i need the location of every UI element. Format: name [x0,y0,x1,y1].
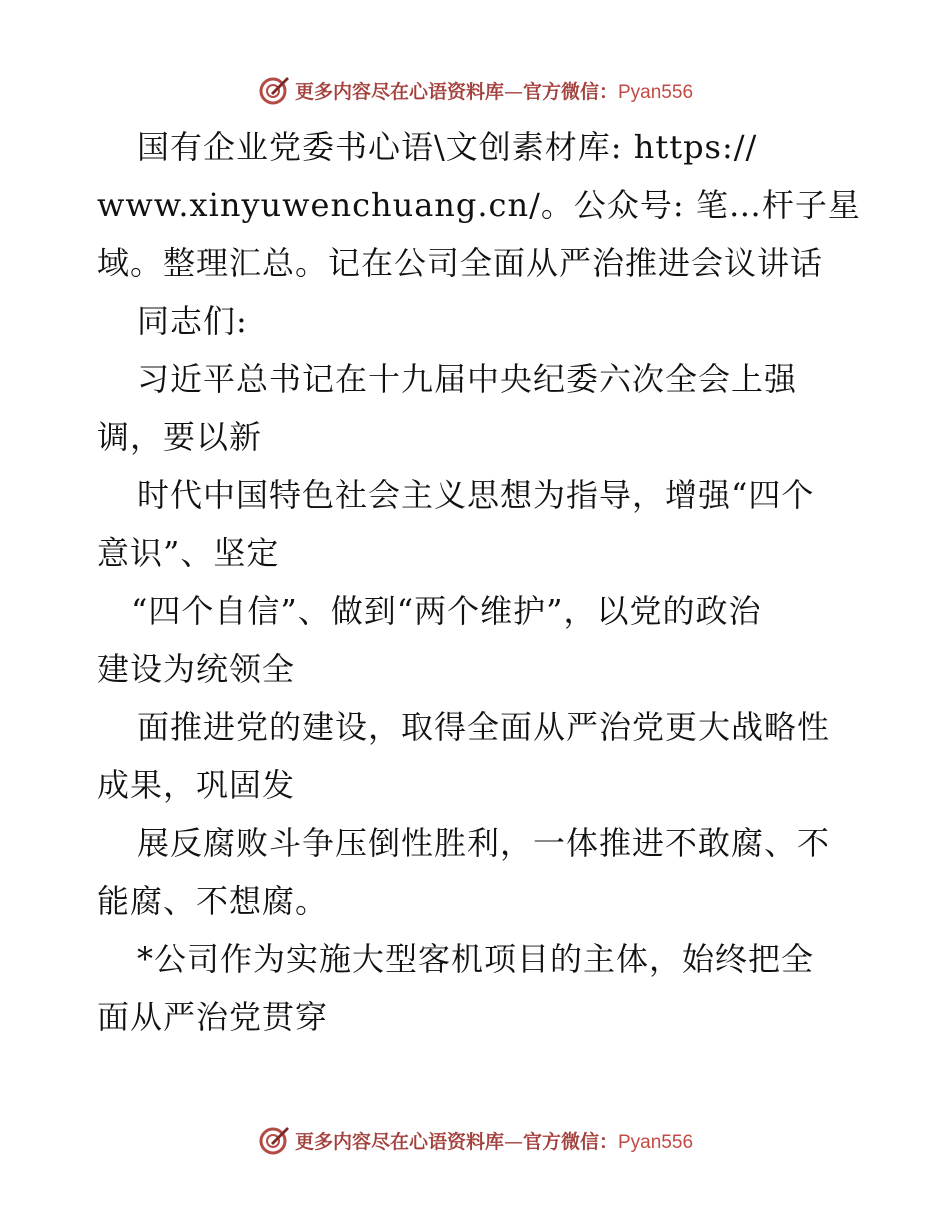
header-dash: — [503,80,523,103]
body-line: 成果，巩固发 [97,766,296,804]
header-wechat-label: 官方微信： [522,80,618,103]
header-site-name: 更多内容尽在心语资料库 [294,80,504,103]
body-line: “四个自信”、做到“两个维护”，以党的政治 [131,592,762,630]
footer-wechat-id: Pyan556 [618,1131,694,1153]
body-line: 意识”、坚定 [97,534,280,572]
body-line: 展反腐败斗争压倒性胜利，一体推进不敢腐、不 [137,824,831,862]
header-banner [0,70,950,110]
body-line: 时代中国特色社会主义思想为指导，增强“四个 [137,476,815,514]
body-line: 面从严治党贯穿 [97,998,329,1036]
body-line: 能腐、不想腐。 [97,882,329,920]
footer-site-name: 更多内容尽在心语资料库 [294,1130,504,1153]
body-line: 调，要以新 [97,418,263,456]
body-line: *公司作为实施大型客机项目的主体，始终把全 [137,940,815,978]
body-line: 面推进党的建设，取得全面从严治党更大战略性 [137,708,831,746]
body-line: 同志们: [137,302,248,340]
body-line: 国有企业党委书心语\文创素材库: https:// [137,128,758,166]
pen-logo-icon [257,1123,291,1157]
document-body [97,118,861,1046]
body-line: 域。整理汇总。记在公司全面从严治推进会议讲话 [97,244,824,282]
footer-dash: — [503,1130,523,1153]
body-line: www.xinyuwenchuang.cn/。公众号: 笔…杆子星 [97,186,861,224]
footer-banner [0,1120,950,1160]
pen-logo-icon [257,73,291,107]
body-line: 建设为统领全 [97,650,296,688]
body-line: 习近平总书记在十九届中央纪委六次全会上强 [137,360,798,398]
footer-wechat-label: 官方微信： [522,1130,618,1153]
header-wechat-id: Pyan556 [618,81,694,103]
